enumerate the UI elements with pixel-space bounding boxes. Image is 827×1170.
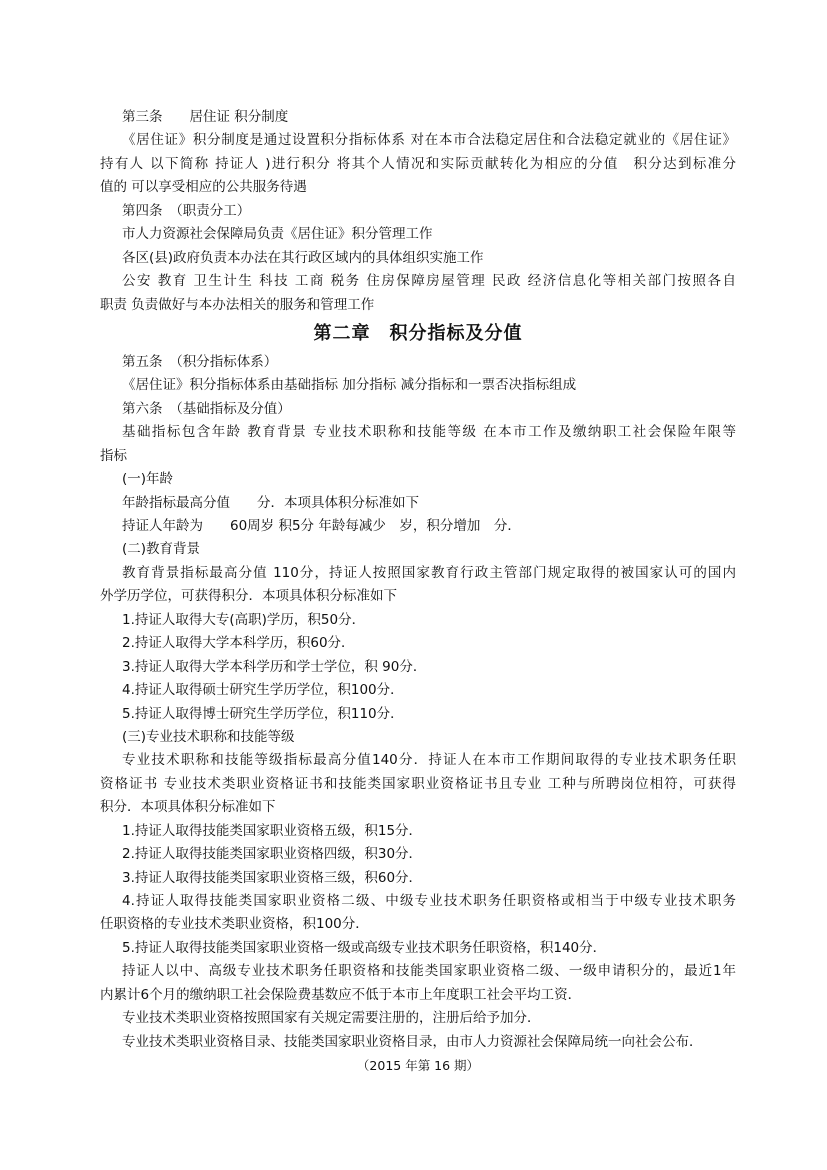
paragraph-line: 职责 负责做好与本办法相关的服务和管理工作 [100,296,375,313]
article-6-title: 第六条 （基础指标及分值） [122,400,291,417]
paragraph-line: 内累计6个月的缴纳职工社会保险费基数应不低于本市上年度职工社会平均工资． [100,986,582,1003]
paragraph-line: 基础指标包含年龄 教育背景 专业技术职称和技能等级 在本市工作及缴纳职工社会保险年限等 [122,424,736,441]
list-item: 2.持证人取得技能类国家职业资格四级，积30分． [122,846,423,863]
list-item: 1.持证人取得技能类国家职业资格五级，积15分． [122,822,423,839]
paragraph-line: 持证人以中、高级专业技术职务任职资格和技能类国家职业资格二级、一级申请积分的，最近1年 [122,963,736,980]
paragraph-line: 专业技术职称和技能等级指标最高分值140分．持证人在本市工作期间取得的专业技术职务任职 [122,752,736,769]
paragraph-line: 公安 教育 卫生计生 科技 工商 税务 住房保障房屋管理 民政 经济信息化等相关部门按照各自 [122,273,736,290]
document-page [100,106,736,1077]
article-4-title: 第四条 （职责分工） [122,202,251,219]
issue-footer: （2015 年第 16 期） [356,1058,480,1074]
paragraph-line: 专业技术类职业资格按照国家有关规定需要注册的，注册后给予加分． [122,1010,541,1027]
paragraph-line: 持有人 以下简称 持证人 )进行积分 将其个人情况和实际贡献转化为相应的分值 积分达到标准分 [100,155,736,172]
list-item: 3.持证人取得大学本科学历和学士学位，积 90分． [122,658,427,675]
paragraph-line: 各区(县)政府负责本办法在其行政区域内的具体组织实施工作 [122,249,484,266]
list-item: 1.持证人取得大专(高职)学历，积50分． [122,611,366,628]
section-education-title: (二)教育背景 [122,541,201,558]
list-item: 4.持证人取得技能类国家职业资格二级、中级专业技术职务任职资格或相当于中级专业技术职务 [122,893,736,909]
list-item: 2.持证人取得大学本科学历，积60分． [122,635,355,652]
paragraph-line: 专业技术类职业资格目录、技能类国家职业资格目录，由市人力资源社会保障局统一向社会公布． [122,1033,703,1050]
list-item: 3.持证人取得技能类国家职业资格三级，积60分． [122,869,423,886]
list-item: 4.持证人取得硕士研究生学历学位，积100分． [122,682,404,699]
paragraph-line: 年龄指标最高分值 分．本项具体积分标准如下 [122,494,419,511]
section-age-title: (一)年龄 [122,471,174,488]
list-item: 5.持证人取得技能类国家职业资格一级或高级专业技术职务任职资格，积140分． [122,939,607,956]
article-5-title: 第五条 （积分指标体系） [122,353,278,370]
paragraph-line: 积分．本项具体积分标准如下 [100,799,276,816]
paragraph-line: 指标 [100,447,127,464]
list-item: 5.持证人取得博士研究生学历学位，积110分． [122,705,404,722]
paragraph-line: 市人力资源社会保障局负责《居住证》积分管理工作 [122,226,433,243]
paragraph-line: 《居住证》积分制度是通过设置积分指标体系 对在本市合法稳定居住和合法稳定就业的《居住证》 [122,132,736,149]
paragraph-line: 《居住证》积分指标体系由基础指标 加分指标 减分指标和一票否决指标组成 [122,377,577,394]
article-3-title: 第三条 居住证 积分制度 [122,109,289,125]
paragraph-line: 持证人年龄为 60周岁 积5分 年龄每减少 岁，积分增加 分． [122,518,521,534]
paragraph-line: 教育背景指标最高分值 110分，持证人按照国家教育行政主管部门规定取得的被国家认可的国内 [122,564,736,581]
section-professional-title: (三)专业技术职称和技能等级 [122,728,295,745]
paragraph-line: 外学历学位，可获得积分．本项具体积分标准如下 [100,588,397,605]
paragraph-line: 值的 可以享受相应的公共服务待遇 [100,179,307,196]
paragraph-line: 资格证书 专业技术类职业资格证书和技能类国家职业资格证书且专业 工种与所聘岗位相符，可获得 [100,775,736,792]
list-item-continued: 任职资格的专业技术类职业资格，积100分． [100,916,369,933]
chapter-heading: 第二章 积分指标及分值 [313,322,523,344]
